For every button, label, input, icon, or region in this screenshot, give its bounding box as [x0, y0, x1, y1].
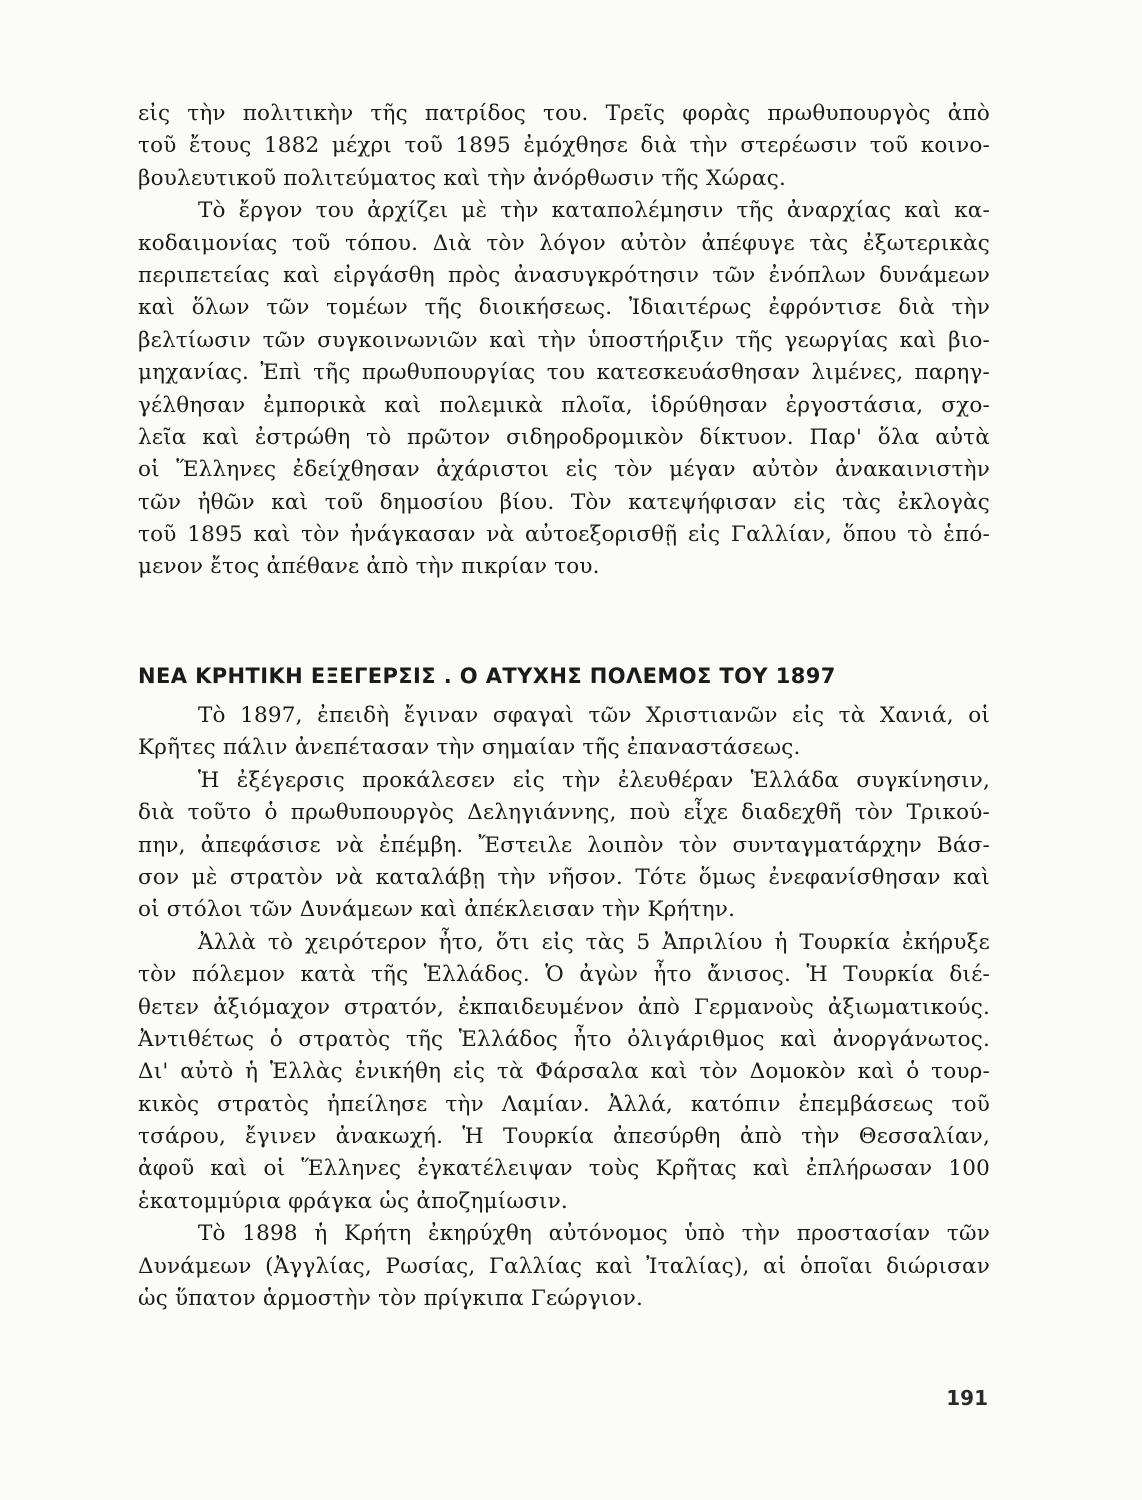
text-line: βουλευτικοῦ πολιτεύματος καὶ τὴν ἀνόρθωσιν τῆς Χώρας.: [138, 165, 787, 191]
text-line: μενον ἔτος ἀπέθανε ἀπὸ τὴν πικρίαν του.: [138, 554, 600, 580]
text-line: κοδαιμονίας τοῦ τόπου. Διὰ τὸν λόγον αὐτὸν ἀπέφυγε τὰς ἐξωτερικὰς: [138, 230, 990, 256]
section-heading: ΝΕΑ ΚΡΗΤΙΚΗ ΕΞΕΓΕΡΣΙΣ . Ο ΑΤΥΧΗΣ ΠΟΛΕΜΟΣ ΤΟΥ 1897: [138, 664, 836, 688]
text-line: τὸν πόλεμον κατὰ τῆς Ἑλλάδος. Ὁ ἀγὼν ἦτο ἄνισος. Ἡ Τουρκία διέ-: [138, 962, 990, 988]
paragraph-5: [138, 927, 990, 1219]
body-text-top: [138, 98, 990, 584]
text-line: Δι' αὐτὸ ἡ Ἑλλὰς ἐνικήθη εἰς τὰ Φάρσαλα καὶ τὸν Δομοκὸν καὶ ὁ τουρ-: [138, 1059, 990, 1085]
text-line: ἑκατομμύρια φράγκα ὡς ἀποζημίωσιν.: [138, 1188, 568, 1214]
text-line: πην, ἀπεφάσισε νὰ ἐπέμβη. Ἔστειλε λοιπὸν τὸν συνταγματάρχην Βάσ-: [138, 832, 990, 858]
text-line: τῶν ἠθῶν καὶ τοῦ δημοσίου βίου. Τὸν κατεψήφισαν εἰς τὰς ἐκλογὰς: [138, 489, 990, 515]
text-line: βελτίωσιν τῶν συγκοινωνιῶν καὶ τὴν ὑποστήριξιν τῆς γεωργίας καὶ βιο-: [138, 327, 990, 353]
text-line: οἱ στόλοι τῶν Δυνάμεων καὶ ἀπέκλεισαν τὴν Κρήτην.: [138, 897, 736, 923]
text-line: Δυνάμεων (Ἀγγλίας, Ρωσίας, Γαλλίας καὶ Ἰταλίας), αἱ ὁποῖαι διώρισαν: [138, 1253, 990, 1279]
text-line: τσάρου, ἔγινεν ἀνακωχή. Ἡ Τουρκία ἀπεσύρθη ἀπὸ τὴν Θεσσαλίαν,: [138, 1124, 990, 1150]
text-line: οἱ Ἕλληνες ἐδείχθησαν ἀχάριστοι εἰς τὸν μέγαν αὐτὸν ἀνακαινιστὴν: [138, 457, 990, 483]
text-line: Ἡ ἐξέγερσις προκάλεσεν εἰς τὴν ἐλευθέραν Ἑλλάδα συγκίνησιν,: [198, 767, 990, 793]
page-number: 191: [946, 1386, 988, 1410]
text-line: μηχανίας. Ἐπὶ τῆς πρωθυπουργίας του κατεσκευάσθησαν λιμένες, παρηγ-: [138, 360, 990, 386]
paragraph-2: [138, 195, 990, 584]
text-line: Τὸ ἔργον του ἀρχίζει μὲ τὴν καταπολέμησιν τῆς ἀναρχίας καὶ κα-: [198, 198, 990, 224]
text-line: Τὸ 1898 ἡ Κρήτη ἐκηρύχθη αὐτόνομος ὑπὸ τὴν προστασίαν τῶν: [198, 1221, 990, 1247]
text-line: εἰς τὴν πολιτικὴν τῆς πατρίδος του. Τρεῖς φορὰς πρωθυπουργὸς ἀπὸ: [138, 101, 990, 126]
body-text-bottom: [138, 700, 990, 1315]
paragraph-6: [138, 1218, 990, 1315]
text-line: καὶ ὅλων τῶν τομέων τῆς διοικήσεως. Ἰδιαιτέρως ἐφρόντισε διὰ τὴν: [138, 295, 990, 321]
text-line: Ἀντιθέτως ὁ στρατὸς τῆς Ἑλλάδος ἦτο ὀλιγάριθμος καὶ ἀνοργάνωτος.: [138, 1026, 990, 1052]
text-line: θετεν ἀξιόμαχον στρατόν, ἐκπαιδευμένον ἀπὸ Γερμανοὺς ἀξιωματικούς.: [138, 994, 990, 1020]
text-line: Τὸ 1897, ἐπειδὴ ἔγιναν σφαγαὶ τῶν Χριστιανῶν εἰς τὰ Χανιά, οἱ: [198, 703, 990, 728]
text-line: Κρῆτες πάλιν ἀνεπέτασαν τὴν σημαίαν τῆς ἐπαναστάσεως.: [138, 735, 801, 761]
paragraph-3: [138, 700, 990, 765]
text-line: Ἀλλὰ τὸ χειρότερον ἦτο, ὅτι εἰς τὰς 5 Ἀπριλίου ἡ Τουρκία ἐκήρυξε: [198, 929, 990, 955]
paragraph-1: [138, 98, 990, 195]
text-line: ὡς ὕπατον ἁρμοστὴν τὸν πρίγκιπα Γεώργιον.: [138, 1286, 643, 1312]
text-line: κικὸς στρατὸς ἠπείλησε τὴν Λαμίαν. Ἀλλά, κατόπιν ἐπεμβάσεως τοῦ: [138, 1091, 990, 1117]
paragraph-4: [138, 765, 990, 927]
text-line: ἀφοῦ καὶ οἱ Ἕλληνες ἐγκατέλειψαν τοὺς Κρῆτας καὶ ἐπλήρωσαν 100: [138, 1156, 990, 1182]
text-line: διὰ τοῦτο ὁ πρωθυπουργὸς Δεληγιάννης, ποὺ εἶχε διαδεχθῆ τὸν Τρικού-: [138, 800, 990, 826]
text-line: περιπετείας καὶ εἰργάσθη πρὸς ἀνασυγκρότησιν τῶν ἐνόπλων δυνάμεων: [138, 262, 990, 288]
text-line: τοῦ 1895 καὶ τὸν ἠνάγκασαν νὰ αὐτοεξορισθῇ εἰς Γαλλίαν, ὅπου τὸ ἑπό-: [138, 522, 990, 548]
text-line: σον μὲ στρατὸν νὰ καταλάβῃ τὴν νῆσον. Τότε ὅμως ἐνεφανίσθησαν καὶ: [138, 864, 990, 890]
text-line: γέλθησαν ἐμπορικὰ καὶ πολεμικὰ πλοῖα, ἱδρύθησαν ἐργοστάσια, σχο-: [138, 392, 990, 418]
text-line: τοῦ ἔτους 1882 μέχρι τοῦ 1895 ἐμόχθησε διὰ τὴν στερέωσιν τοῦ κοινο-: [138, 133, 990, 159]
text-line: λεῖα καὶ ἐστρώθη τὸ πρῶτον σιδηροδρομικὸν δίκτυον. Παρ' ὅλα αὐτὰ: [138, 424, 990, 450]
